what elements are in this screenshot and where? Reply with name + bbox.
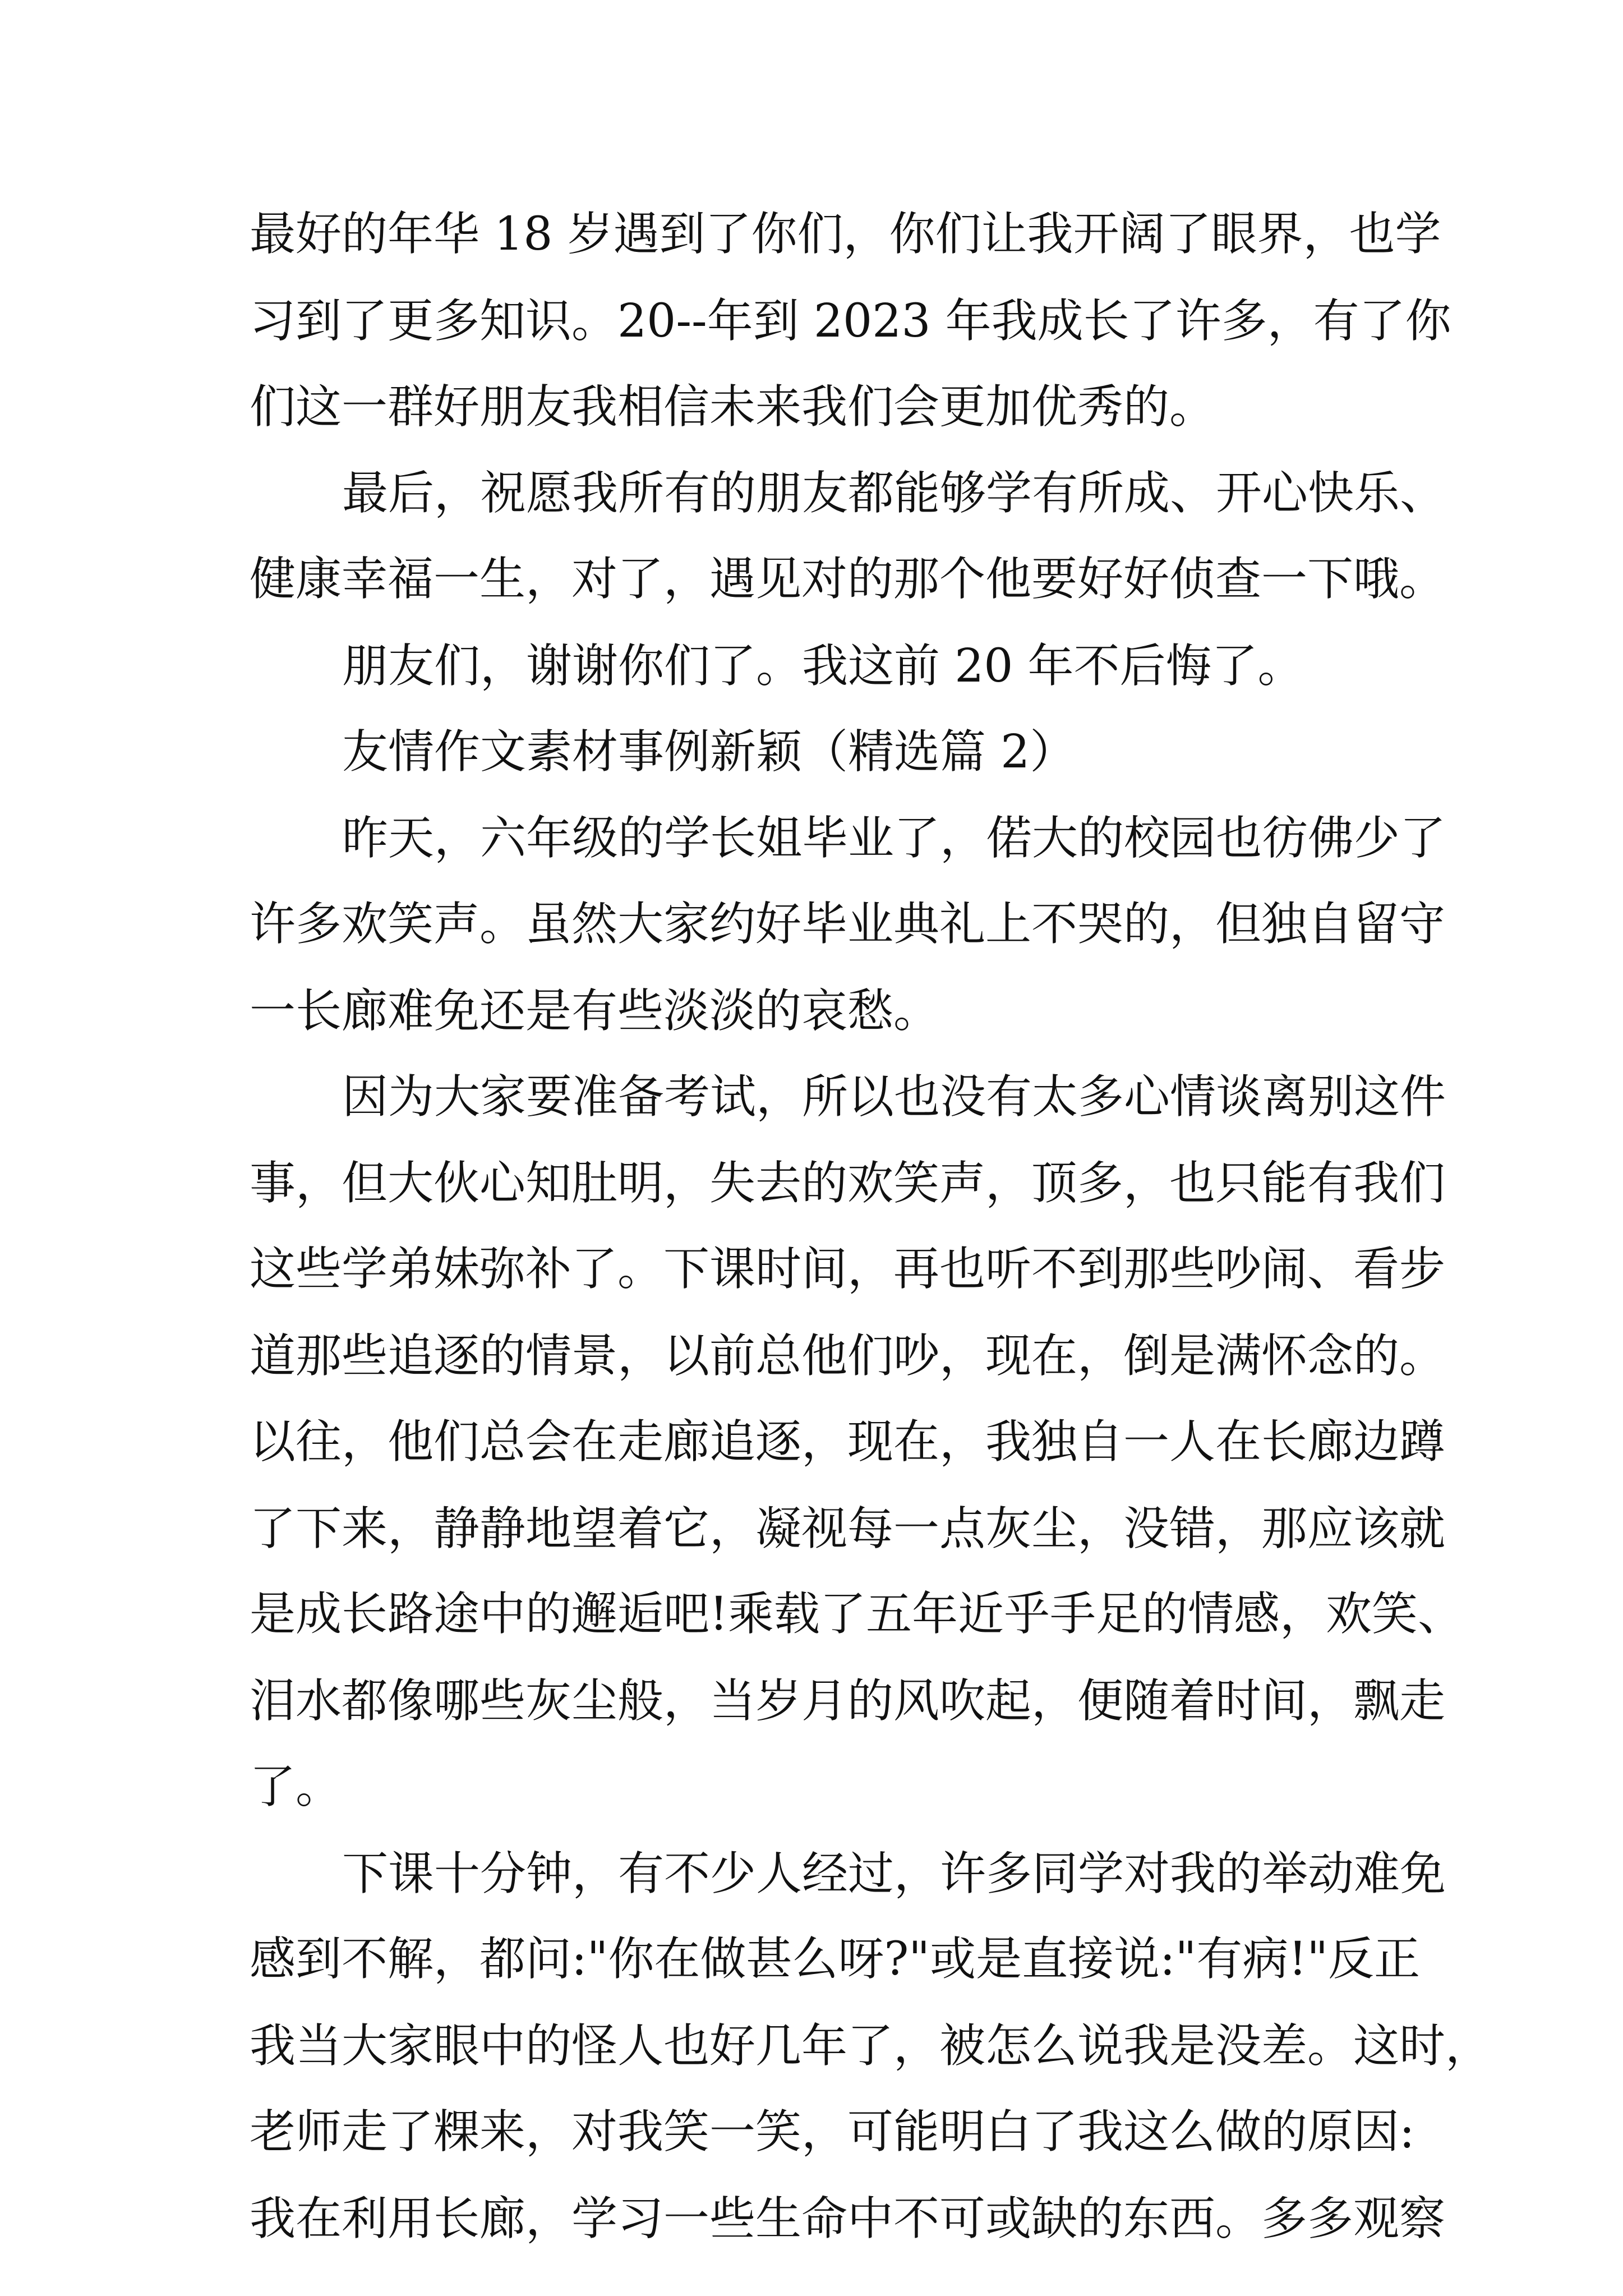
text-line: 健康幸福一生，对了，遇见对的那个他要好好侦查一下哦。 [250, 553, 1446, 606]
text-line: 以往，他们总会在走廊追逐，现在，我独自一人在长廊边蹲 [250, 1415, 1446, 1469]
text-line: 道那些追逐的情景，以前总他们吵，现在，倒是满怀念的。 [250, 1329, 1446, 1383]
text-line: 了下来，静静地望着它，凝视每一点灰尘，没错，那应该就 [250, 1502, 1446, 1556]
text-line: 许多欢笑声。虽然大家约好毕业典礼上不哭的，但独自留守 [250, 898, 1446, 951]
text-line: 这些学弟妹弥补了。下课时间，再也听不到那些吵闹、看步 [250, 1243, 1446, 1296]
text-line: 习到了更多知识。20--年到 2023 年我成长了许多，有了你 [250, 295, 1451, 348]
text-line: 最好的年华 18 岁遇到了你们，你们让我开阔了眼界，也学 [250, 208, 1441, 261]
text-line: 我当大家眼中的怪人也好几年了，被怎么说我是没差。这时， [250, 2019, 1492, 2073]
text-line: 昨天，六年级的学长姐毕业了，偌大的校园也彷佛少了 [342, 812, 1446, 865]
section-heading: 友情作文素材事例新颖（精选篇 2） [342, 725, 1076, 779]
text-line: 朋友们，谢谢你们了。我这前 20 年不后悔了。 [342, 639, 1304, 693]
text-line: 们这一群好朋友我相信未来我们会更加优秀的。 [250, 380, 1216, 434]
text-line: 因为大家要准备考试，所以也没有太多心情谈离别这件 [342, 1070, 1446, 1124]
text-line: 了。 [250, 1760, 342, 1814]
text-line: 老师走了粿来，对我笑一笑，可能明白了我这么做的原因: [250, 2105, 1415, 2159]
text-line: 最后，祝愿我所有的朋友都能够学有所成、开心快乐、 [342, 467, 1446, 520]
text-line: 一长廊难免还是有些淡淡的哀愁。 [250, 984, 940, 1038]
text-line: 感到不解，都问:"你在做甚么呀?"或是直接说:"有病!"反正 [250, 1932, 1421, 1986]
text-line: 下课十分钟，有不少人经过，许多同学对我的举动难免 [342, 1847, 1446, 1901]
text-line: 我在利用长廊，学习一些生命中不可或缺的东西。多多观察 [250, 2192, 1446, 2246]
text-line: 事，但大伙心知肚明，失去的欢笑声，顶多，也只能有我们 [250, 1157, 1446, 1210]
text-line: 泪水都像哪些灰尘般，当岁月的风吹起，便随着时间，飘走 [250, 1674, 1446, 1728]
text-line: 是成长路途中的邂逅吧!乘载了五年近乎手足的情感，欢笑、 [250, 1588, 1464, 1641]
